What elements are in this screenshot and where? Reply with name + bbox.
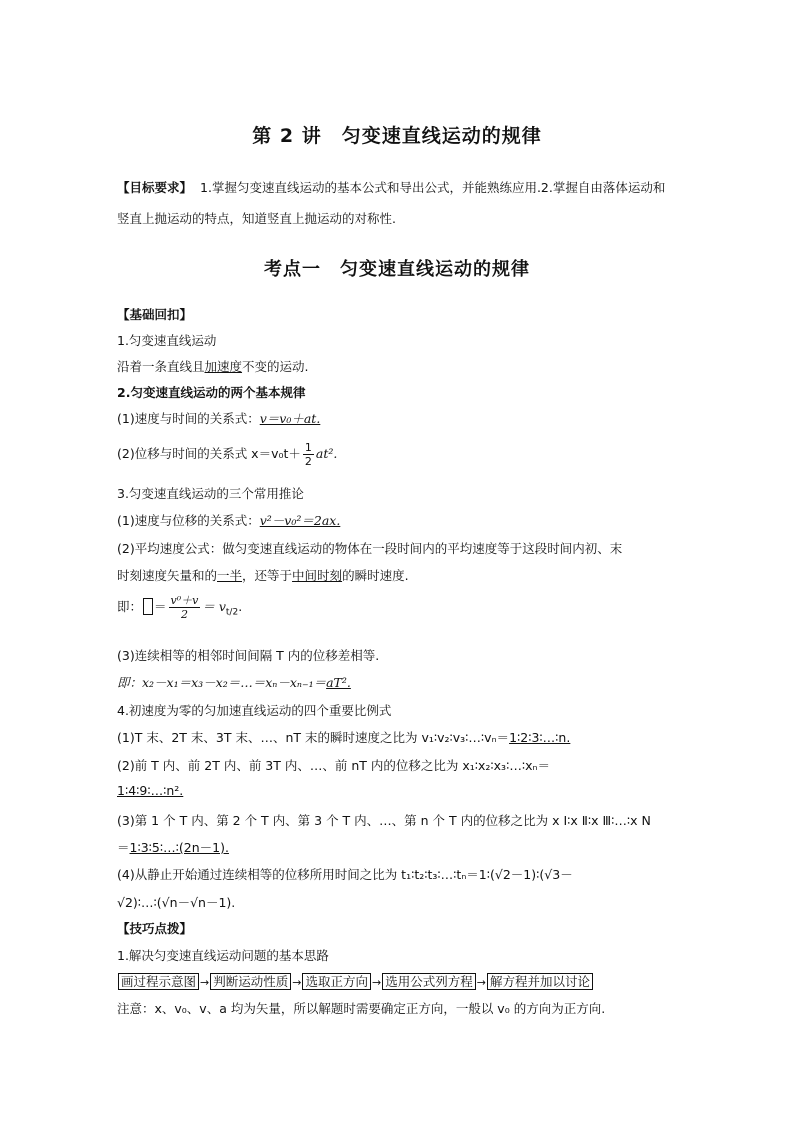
s3-item2-line2-pre: 时刻速度矢量和的 [117, 568, 218, 583]
s3-avg-sub: t/2 [225, 607, 239, 618]
s3-item2-line2-mid: ，还等于 [242, 568, 293, 583]
s3-item3-formula [117, 673, 351, 691]
v-bar-box [143, 598, 153, 615]
s4-item1-u: 1∶2∶3∶…∶n. [509, 730, 571, 745]
frac-avg-num: v⁰＋v [170, 594, 199, 607]
s4-item3-line2 [117, 838, 229, 856]
s4-heading: 4.初速度为零的匀加速直线运动的四个重要比例式 [117, 703, 392, 718]
s2-heading-text: 2.匀变速直线运动的两个基本规律 [117, 385, 306, 400]
s3-item1-formula: v²－v₀²＝2ax. [259, 513, 341, 528]
s1-text [117, 357, 309, 375]
s2-item2-pre: (2)位移与时间的关系式 x＝v₀t＋ [117, 446, 301, 461]
s1-text-underlined: 加速度 [204, 359, 243, 374]
s3-item2-line2-u1: 一半 [217, 568, 243, 583]
s3-item3-formula-pre: 即：x₂－x₁＝x₃－x₂＝…＝xₙ－xₙ₋₁＝ [117, 675, 327, 690]
objectives-paragraph [117, 172, 677, 234]
s4-item3-line2-u: 1∶3∶5∶…∶(2n－1). [129, 840, 229, 855]
flow-step: 画过程示意图 [118, 973, 199, 990]
s2-item1 [117, 409, 320, 427]
lecture-title: 第 2 讲 匀变速直线运动的规律 [252, 125, 542, 147]
objectives-tag: 【目标要求】 [117, 180, 193, 195]
s2-item1-pre: (1)速度与时间的关系式： [117, 411, 260, 426]
s4-item1 [117, 728, 570, 746]
frac-avg-den: 2 [180, 608, 188, 621]
basics-tag: 【基础回扣】 [117, 307, 193, 322]
flow-step: 选取正方向 [302, 973, 371, 990]
s3-item3: (3)连续相等的相邻时间间隔 T 内的位移差相等. [117, 648, 380, 663]
flow-chain [117, 972, 594, 990]
flow-arrow-icon: → [292, 976, 302, 989]
note-line: 注意：x、v₀、v、a 均为矢量，所以解题时需要确定正方向，一般以 v₀ 的方向为正方向. [117, 1001, 606, 1016]
flow-arrow-icon: → [371, 976, 382, 989]
s2-item1-formula: v＝v₀＋at. [259, 411, 321, 426]
s3-item3-formula-u: aT². [326, 675, 351, 690]
flow-step: 解方程并加以讨论 [487, 973, 593, 990]
s3-item2-line1: (2)平均速度公式：做匀变速直线运动的物体在一段时间内的平均速度等于这段时间内初、末 [117, 541, 623, 556]
s4-item3-line1: (3)第 1 个 T 内、第 2 个 T 内、第 3 个 T 内、…、第 n 个 T 内的位移之比为 x Ⅰ∶x Ⅱ∶x Ⅲ∶…∶x N [117, 813, 651, 828]
fraction-average [169, 594, 201, 621]
section-title: 考点一 匀变速直线运动的规律 [264, 259, 530, 280]
sk1-heading: 1.解决匀变速直线运动问题的基本思路 [117, 948, 329, 963]
flow-step: 判断运动性质 [210, 973, 291, 990]
s4-item4-line2: √2)∶…∶(√n－√n－1). [117, 895, 236, 910]
s4-item2-line2-u: 1∶4∶9∶…∶n². [117, 783, 184, 798]
s4-item2-line2 [117, 783, 183, 798]
s3-item2-line2 [117, 566, 409, 584]
s1-text-pre: 沿着一条直线且 [117, 359, 205, 374]
flow-step: 选用公式列方程 [382, 973, 476, 990]
s3-item1-pre: (1)速度与位移的关系式： [117, 513, 260, 528]
s3-item2-line2-u2: 中间时刻 [292, 568, 343, 583]
fraction-one-half [303, 441, 314, 468]
objectives-text: 1.掌握匀变速直线运动的基本公式和导出公式，并能熟练应用.2.掌握自由落体运动和竖直上抛运动的特点，知道竖直上抛运动的对称性. [117, 180, 666, 226]
s3-item1 [117, 511, 340, 529]
s1-heading: 1.匀变速直线运动 [117, 333, 217, 348]
s3-avg-pre: 即： [117, 599, 143, 614]
s3-heading: 3.匀变速直线运动的三个常用推论 [117, 486, 304, 501]
s2-item2 [117, 441, 337, 468]
s2-item2-post: at². [315, 446, 338, 461]
frac-num: 1 [304, 441, 312, 454]
frac-den: 2 [304, 455, 312, 468]
s4-item1-pre: (1)T 末、2T 末、3T 末、…、nT 末的瞬时速度之比为 v₁∶v₂∶v₃∶…∶vₙ＝ [117, 730, 510, 745]
s2-heading [117, 383, 305, 401]
flow-arrow-icon: → [476, 976, 486, 989]
flow-arrow-icon: → [200, 976, 210, 989]
s3-average-formula: 即： ＝ $\frac{\text{v⁰＋v}}{2}$ ＝ $v_{t/2}$. [117, 594, 243, 621]
s1-text-post: 不变的运动. [242, 359, 309, 374]
s4-item3-line2-pre: ＝ [117, 840, 130, 855]
s4-item2-line1: (2)前 T 内、前 2T 内、前 3T 内、…、前 nT 内的位移之比为 x₁∶x₂∶x₃∶…∶xₙ＝ [117, 758, 550, 773]
s3-avg-eq: ＝ v [202, 599, 226, 614]
skills-tag: 【技巧点拨】 [117, 921, 193, 936]
s3-item2-line2-post: 的瞬时速度. [342, 568, 409, 583]
s4-item4-line1: (4)从静止开始通过连续相等的位移所用时间之比为 t₁∶t₂∶t₃∶…∶tₙ＝1∶(√2－1)∶(√3－ [117, 867, 573, 882]
